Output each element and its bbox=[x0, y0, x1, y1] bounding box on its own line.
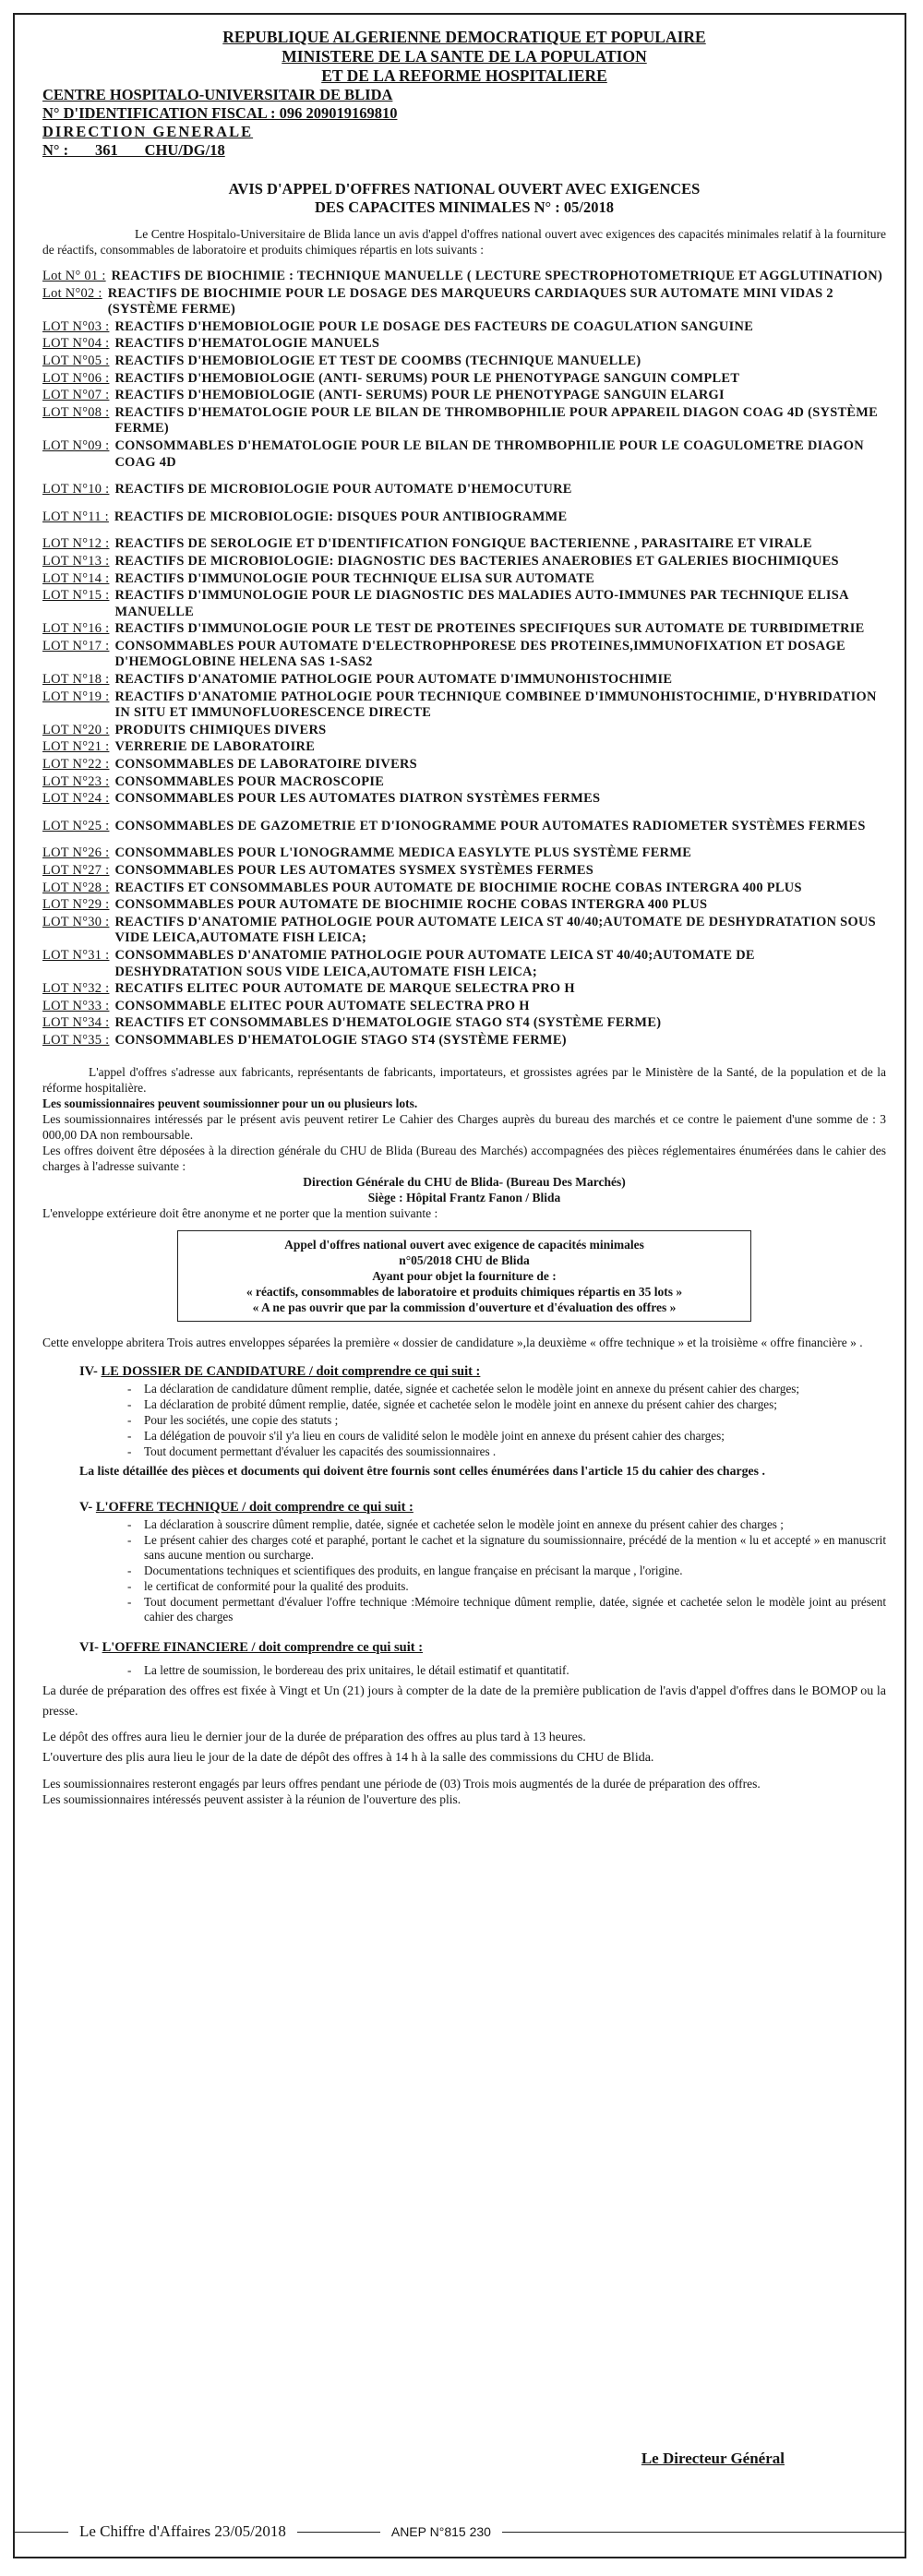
signature-director: Le Directeur Général bbox=[641, 2450, 785, 2467]
lot-label: LOT N°13 : bbox=[42, 553, 110, 569]
lot-description: CONSOMMABLE ELITEC POUR AUTOMATE SELECTRA PRO H bbox=[114, 998, 530, 1013]
lot-label: LOT N°28 : bbox=[42, 880, 110, 895]
lot-label: LOT N°16 : bbox=[42, 621, 110, 637]
lot-item bbox=[42, 639, 886, 671]
section-candidature-note: La liste détaillée des pièces et documents qui doivent être fournis sont celles énumérées dans l'article 15 du cahier des charges . bbox=[79, 1463, 765, 1478]
lot-item bbox=[42, 588, 886, 620]
lot-description: REACTIFS D'HEMOBIOLOGIE POUR LE DOSAGE DES FACTEURS DE COAGULATION SANGUINE bbox=[114, 318, 754, 334]
lot-description: REACTIFS D'ANATOMIE PATHOLOGIE POUR AUTOMATE D'IMMUNOHISTOCHIMIE bbox=[114, 672, 673, 688]
list-item: - La lettre de soumission, le bordereau des prix unitaires, le détail estimatif et quantitatif. bbox=[144, 1663, 886, 1678]
address-line-1: Direction Générale du CHU de Blida- (Bureau Des Marchés) bbox=[303, 1174, 626, 1189]
ministry-line-2: ET DE LA REFORME HOSPITALIERE bbox=[321, 66, 607, 85]
lot-description: CONSOMMABLES D'ANATOMIE PATHOLOGIE POUR AUTOMATE LEICA ST 40/40;AUTOMATE DE DESHYDRATATION SOUS VIDE LEICA,AUTOMATE FISH LEICA; bbox=[114, 947, 755, 979]
lot-label: LOT N°34 : bbox=[42, 1015, 110, 1031]
lot-item bbox=[42, 1033, 886, 1049]
lot-label: LOT N°23 : bbox=[42, 773, 110, 789]
list-item: - le certificat de conformité pour la qualité des produits. bbox=[144, 1579, 886, 1594]
lot-description: REACTIFS D'ANATOMIE PATHOLOGIE POUR TECHNIQUE COMBINEE D'IMMUNOHISTOCHIMIE, D'HYBRIDATION IN SITU ET IMMUNOFLUORESCENCE DIRECTE bbox=[114, 689, 877, 721]
lot-label: LOT N°04 : bbox=[42, 336, 110, 352]
lot-label: LOT N°22 : bbox=[42, 757, 110, 773]
box-line-4: « réactifs, consommables de laboratoire et produits chimiques répartis en 35 lots » bbox=[246, 1284, 683, 1299]
notice-page bbox=[13, 13, 906, 2558]
section-technique-title bbox=[79, 1499, 886, 1516]
lot-label: Lot N°02 : bbox=[42, 285, 102, 301]
lot-description: REACTIFS D'IMMUNOLOGIE POUR TECHNIQUE ELISA SUR AUTOMATE bbox=[114, 570, 595, 586]
envelope-contents-paragraph: Cette enveloppe abritera Trois autres enveloppes séparées la première « dossier de candidature »,la deuxième « offre technique » et la troisième « offre financière » . bbox=[42, 1335, 863, 1349]
section-candidature-list bbox=[42, 1382, 886, 1459]
deposit-paragraph: Les offres doivent être déposées à la direction générale du CHU de Blida (Bureau des Marchés) accompagnées des pièces réglementaires énumérées dans le cahier des charges à l'adresse suivante : bbox=[42, 1143, 886, 1173]
lot-label: LOT N°11 : bbox=[42, 509, 109, 524]
lot-description: PRODUITS CHIMIQUES DIVERS bbox=[114, 722, 327, 737]
list-item: - La déclaration de candidature dûment remplie, datée, signée et cachetée selon le modèle joint en annexe du présent cahier des charges; bbox=[144, 1382, 886, 1396]
section-candidature bbox=[42, 1363, 886, 1479]
list-item: - La déclaration de probité dûment remplie, datée, signée et cachetée selon le modèle joint en annexe du présent cahier des charges; bbox=[144, 1397, 886, 1412]
lot-label: LOT N°12 : bbox=[42, 536, 110, 552]
lot-label: LOT N°24 : bbox=[42, 791, 110, 807]
lot-item bbox=[42, 509, 886, 526]
section-financiere-list bbox=[42, 1663, 886, 1678]
opening-attendance: Les soumissionnaires intéressés peuvent assister à la réunion de l'ouverture des plis. bbox=[42, 1791, 462, 1806]
opening-date: L'ouverture des plis aura lieu le jour de la date de dépôt des offres à 14 h à la salle des commissions du CHU de Blida. bbox=[42, 1750, 654, 1765]
list-item: - La déclaration à souscrire dûment remplie, datée, signée et cachetée selon le modèle joint en annexe du présent cahier des charges ; bbox=[144, 1517, 886, 1532]
lot-description: CONSOMMABLES POUR L'IONOGRAMME MEDICA EASYLYTE PLUS SYSTÈME FERME bbox=[114, 845, 692, 861]
lot-description: CONSOMMABLES D'HEMATOLOGIE STAGO ST4 (SYSTÈME FERME) bbox=[114, 1032, 567, 1048]
lot-item bbox=[42, 482, 886, 498]
box-line-1: Appel d'offres national ouvert avec exigence de capacités minimales bbox=[284, 1237, 644, 1252]
section-technique-number: V- bbox=[79, 1499, 93, 1515]
list-item: - Tout document permettant d'évaluer l'offre technique :Mémoire technique dûment remplie, datée, signée et cachetée selon le modèle joint au présent cahier des charges bbox=[144, 1595, 886, 1624]
box-line-2: n°05/2018 CHU de Blida bbox=[399, 1252, 530, 1267]
envelope-paragraph: L'enveloppe extérieure doit être anonyme et ne porter que la mention suivante : bbox=[42, 1205, 438, 1220]
lot-description: REACTIFS D'HEMATOLOGIE POUR LE BILAN DE THROMBOPHILIE POUR APPAREIL DIAGON COAG 4D (SYSTÈME FERME) bbox=[114, 404, 879, 437]
validity-period: Les soumissionnaires resteront engagés par leurs offres pendant une période de (03) Trois mois augmentés de la durée de préparation des offres. bbox=[42, 1776, 761, 1791]
footer-rule-left bbox=[13, 2532, 68, 2533]
lot-description: REACTIFS DE MICROBIOLOGIE: DISQUES POUR ANTIBIOGRAMME bbox=[114, 509, 568, 524]
lot-item bbox=[42, 286, 886, 318]
section-candidature-number: IV- bbox=[79, 1363, 98, 1379]
lot-item bbox=[42, 353, 886, 370]
lot-description: CONSOMMABLES DE GAZOMETRIE ET D'IONOGRAMME POUR AUTOMATES RADIOMETER SYSTÈMES FERMES bbox=[114, 818, 866, 833]
lot-description: CONSOMMABLES DE LABORATOIRE DIVERS bbox=[114, 757, 417, 773]
lot-label: LOT N°32 : bbox=[42, 981, 110, 997]
lot-label: LOT N°35 : bbox=[42, 1032, 110, 1048]
lot-item bbox=[42, 371, 886, 388]
lot-label: LOT N°07 : bbox=[42, 388, 110, 403]
lot-label: LOT N°20 : bbox=[42, 722, 110, 737]
lot-label: LOT N°27 : bbox=[42, 863, 110, 878]
lots-note: Les soumissionnaires peuvent soumissionner pour un ou plusieurs lots. bbox=[42, 1096, 418, 1110]
lot-item bbox=[42, 774, 886, 791]
deposit-deadline: Le dépôt des offres aura lieu le dernier jour de la durée de préparation des offres au plus tard à 13 heures. bbox=[42, 1730, 586, 1744]
lot-label: LOT N°03 : bbox=[42, 318, 110, 334]
lot-item bbox=[42, 791, 886, 808]
list-item: - Pour les sociétés, une copie des statuts ; bbox=[144, 1413, 886, 1428]
lot-item bbox=[42, 405, 886, 437]
header-block bbox=[42, 28, 886, 160]
notice-title-line-1: AVIS D'APPEL D'OFFRES NATIONAL OUVERT AVEC EXIGENCES bbox=[228, 180, 701, 198]
list-item: - La délégation de pouvoir s'il y'a lieu en cours de validité selon le modèle joint en annexe du présent cahier des charges; bbox=[144, 1429, 886, 1444]
lot-label: LOT N°31 : bbox=[42, 947, 110, 963]
lot-label: LOT N°10 : bbox=[42, 482, 110, 497]
lot-item bbox=[42, 536, 886, 553]
fiscal-id: N° D'IDENTIFICATION FISCAL : 096 209019169810 bbox=[42, 104, 398, 122]
lot-label: LOT N°21 : bbox=[42, 739, 110, 755]
lot-label: LOT N°29 : bbox=[42, 897, 110, 913]
footer-rule-right bbox=[502, 2532, 906, 2533]
lot-description: CONSOMMABLES POUR LES AUTOMATES SYSMEX SYSTÈMES FERMES bbox=[114, 863, 594, 878]
section-technique bbox=[42, 1499, 886, 1624]
notice-title-line-2: DES CAPACITES MINIMALES N° : 05/2018 bbox=[315, 198, 614, 216]
lot-item bbox=[42, 319, 886, 336]
footer bbox=[13, 2518, 906, 2546]
lot-description: REACTIFS D'ANATOMIE PATHOLOGIE POUR AUTOMATE LEICA ST 40/40;AUTOMATE DE DESHYDRATATION SOUS VIDE LEICA,AUTOMATE FISH LEICA; bbox=[114, 914, 876, 946]
lot-item bbox=[42, 571, 886, 588]
lot-description: CONSOMMABLES POUR AUTOMATE D'ELECTROPHPORESE DES PROTEINES,IMMUNOFIXATION ET DOSAGE D'HEMOGLOBINE HELENA SAS 1-SAS2 bbox=[114, 638, 845, 670]
lot-item bbox=[42, 881, 886, 897]
lot-description: CONSOMMABLES POUR AUTOMATE DE BIOCHIMIE ROCHE COBAS INTERGRA 400 PLUS bbox=[114, 897, 708, 913]
lot-description: RECATIFS ELITEC POUR AUTOMATE DE MARQUE SELECTRA PRO H bbox=[114, 981, 575, 997]
footer-anep-number: ANEP N°815 230 bbox=[390, 2524, 491, 2539]
lot-label: LOT N°14 : bbox=[42, 570, 110, 586]
lot-item bbox=[42, 819, 886, 835]
list-item: - Le présent cahier des charges coté et paraphé, portant le cachet et la signature du soumissionnaire, précédé de la mention « lu et accepté » en manuscrit sans aucune mention ou surcharge. bbox=[144, 1533, 886, 1563]
lot-item bbox=[42, 689, 886, 722]
lot-item bbox=[42, 269, 886, 285]
lot-description: REACTIFS D'HEMOBIOLOGIE ET TEST DE COOMBS (TECHNIQUE MANUELLE) bbox=[114, 353, 641, 368]
lot-item bbox=[42, 999, 886, 1015]
section-financiere-heading: L'OFFRE FINANCIERE / doit comprendre ce qui suit : bbox=[102, 1639, 424, 1655]
lot-item bbox=[42, 915, 886, 947]
lot-item bbox=[42, 845, 886, 862]
withdrawal-paragraph: Les soumissionnaires intéressés par le présent avis peuvent retirer Le Cahier des Charges auprès du bureau des marchés et ce contre le paiement d'une somme de : 3 000,00 DA non remboursable. bbox=[42, 1111, 886, 1142]
lot-label: LOT N°26 : bbox=[42, 845, 110, 861]
lot-description: REACTIFS D'HEMATOLOGIE MANUELS bbox=[114, 336, 380, 352]
chu-name: CENTRE HOSPITALO-UNIVERSITAIR DE BLIDA bbox=[42, 86, 393, 103]
ministry-line: MINISTERE DE LA SANTE DE LA POPULATION bbox=[282, 47, 647, 66]
conditions-block bbox=[42, 1064, 886, 1221]
lot-item bbox=[42, 554, 886, 570]
lot-item bbox=[42, 723, 886, 739]
lot-item bbox=[42, 948, 886, 980]
lot-description: REACTIFS D'IMMUNOLOGIE POUR LE DIAGNOSTIC DES MALADIES AUTO-IMMUNES PAR TECHNIQUE ELISA MANUELLE bbox=[114, 588, 848, 619]
lot-description: REACTIFS D'HEMOBIOLOGIE (ANTI- SERUMS) POUR LE PHENOTYPAGE SANGUIN COMPLET bbox=[114, 370, 740, 386]
section-candidature-title bbox=[79, 1363, 886, 1380]
list-item: - Tout document permettant d'évaluer les capacités des soumissionnaires . bbox=[144, 1444, 886, 1459]
republic-line: REPUBLIQUE ALGERIENNE DEMOCRATIQUE ET POPULAIRE bbox=[222, 28, 706, 46]
lot-label: LOT N°05 : bbox=[42, 353, 110, 368]
lot-description: REACTIFS DE SEROLOGIE ET D'IDENTIFICATION FONGIQUE BACTERIENNE , PARASITAIRE ET VIRALE bbox=[114, 536, 812, 552]
list-item: - Documentations techniques et scientifiques des produits, en langue française en précisant la marque , l'origine. bbox=[144, 1564, 886, 1578]
envelope-mention-box bbox=[177, 1230, 751, 1322]
lot-description: REACTIFS DE MICROBIOLOGIE POUR AUTOMATE D'HEMOCUTURE bbox=[114, 482, 572, 497]
lot-label: LOT N°06 : bbox=[42, 370, 110, 386]
lot-item bbox=[42, 863, 886, 880]
lot-item bbox=[42, 388, 886, 404]
lot-label: LOT N°18 : bbox=[42, 672, 110, 688]
lot-label: LOT N°09 : bbox=[42, 437, 110, 453]
address-line-2: Siège : Hôpital Frantz Fanon / Blida bbox=[367, 1190, 561, 1204]
lot-description: REACTIFS D'HEMOBIOLOGIE (ANTI- SERUMS) POUR LE PHENOTYPAGE SANGUIN ELARGI bbox=[114, 388, 725, 403]
lots-list bbox=[42, 269, 886, 1049]
lot-description: VERRERIE DE LABORATOIRE bbox=[114, 739, 316, 755]
intro-paragraph: Le Centre Hospitalo-Universitaire de Blida lance un avis d'appel d'offres national ouvert avec exigences des capacités minimales relatif à la fourniture de réactifs, consommables de laboratoire et produits chimiques répartis en lots suivants : bbox=[42, 227, 886, 257]
lot-label: LOT N°30 : bbox=[42, 914, 110, 929]
lot-item bbox=[42, 672, 886, 689]
lot-item bbox=[42, 1015, 886, 1032]
section-technique-heading: L'OFFRE TECHNIQUE / doit comprendre ce qui suit : bbox=[95, 1499, 414, 1515]
preparation-duration: La durée de préparation des offres est fixée à Vingt et Un (21) jours à compter de la date de la première publication de l'avis d'appel d'offres dans le BOMOP ou la presse. bbox=[42, 1683, 886, 1719]
eligibility-paragraph: L'appel d'offres s'adresse aux fabricants, représentants de fabricants, importateurs, et grossistes agrées par le Ministère de la Santé, de la population et de la réforme hospitalière. bbox=[42, 1064, 886, 1095]
lot-item bbox=[42, 438, 886, 471]
lot-label: Lot N° 01 : bbox=[42, 269, 106, 283]
lot-description: REACTIFS DE BIOCHIMIE : TECHNIQUE MANUELLE ( LECTURE SPECTROPHOTOMETRIQUE ET AGGLUTINATION) bbox=[111, 269, 883, 283]
lot-item bbox=[42, 739, 886, 756]
notice-title bbox=[42, 180, 886, 217]
footer-rule-middle bbox=[297, 2532, 380, 2533]
lot-item bbox=[42, 621, 886, 638]
lot-item bbox=[42, 757, 886, 773]
section-technique-list bbox=[42, 1517, 886, 1624]
lot-description: REACTIFS ET CONSOMMABLES POUR AUTOMATE DE BIOCHIMIE ROCHE COBAS INTERGRA 400 PLUS bbox=[114, 880, 802, 895]
lot-item bbox=[42, 897, 886, 914]
lot-description: REACTIFS DE BIOCHIMIE POUR LE DOSAGE DES MARQUEURS CARDIAQUES SUR AUTOMATE MINI VIDAS 2 (SYSTÈME FERME) bbox=[107, 285, 833, 318]
lot-label: LOT N°08 : bbox=[42, 404, 110, 420]
section-financiere-number: VI- bbox=[79, 1639, 99, 1655]
lot-description: CONSOMMABLES POUR LES AUTOMATES DIATRON SYSTÈMES FERMES bbox=[114, 791, 601, 807]
closing-block bbox=[42, 1682, 886, 1807]
lot-description: REACTIFS DE MICROBIOLOGIE: DIAGNOSTIC DES BACTERIES ANAEROBIES ET GALERIES BIOCHIMIQUES bbox=[114, 553, 839, 569]
lot-description: REACTIFS ET CONSOMMABLES D'HEMATOLOGIE STAGO ST4 (SYSTÈME FERME) bbox=[114, 1015, 662, 1031]
section-financiere-title bbox=[79, 1639, 886, 1656]
lot-item bbox=[42, 981, 886, 998]
footer-publication: Le Chiffre d'Affaires 23/05/2018 bbox=[79, 2522, 286, 2540]
box-line-5: « A ne pas ouvrir que par la commission d'ouverture et d'évaluation des offres » bbox=[252, 1300, 677, 1314]
lot-label: LOT N°17 : bbox=[42, 638, 110, 653]
lot-label: LOT N°19 : bbox=[42, 689, 110, 704]
box-line-3: Ayant pour objet la fourniture de : bbox=[372, 1268, 557, 1283]
section-candidature-heading: LE DOSSIER DE CANDIDATURE / doit comprendre ce qui suit : bbox=[101, 1363, 481, 1379]
lot-description: CONSOMMABLES POUR MACROSCOPIE bbox=[114, 773, 385, 789]
lot-label: LOT N°33 : bbox=[42, 998, 110, 1013]
lot-label: LOT N°25 : bbox=[42, 818, 110, 833]
section-financiere bbox=[42, 1639, 886, 1678]
lot-label: LOT N°15 : bbox=[42, 588, 110, 604]
reference-number: N° : 361 CHU/DG/18 bbox=[42, 141, 225, 159]
lot-description: CONSOMMABLES D'HEMATOLOGIE POUR LE BILAN DE THROMBOPHILIE POUR LE COAGULOMETRE DIAGON COAG 4D bbox=[114, 437, 864, 470]
direction-name: DIRECTION GENERALE bbox=[42, 123, 254, 140]
lot-item bbox=[42, 336, 886, 353]
lot-description: REACTIFS D'IMMUNOLOGIE POUR LE TEST DE PROTEINES SPECIFIQUES SUR AUTOMATE DE TURBIDIMETRIE bbox=[114, 621, 865, 637]
